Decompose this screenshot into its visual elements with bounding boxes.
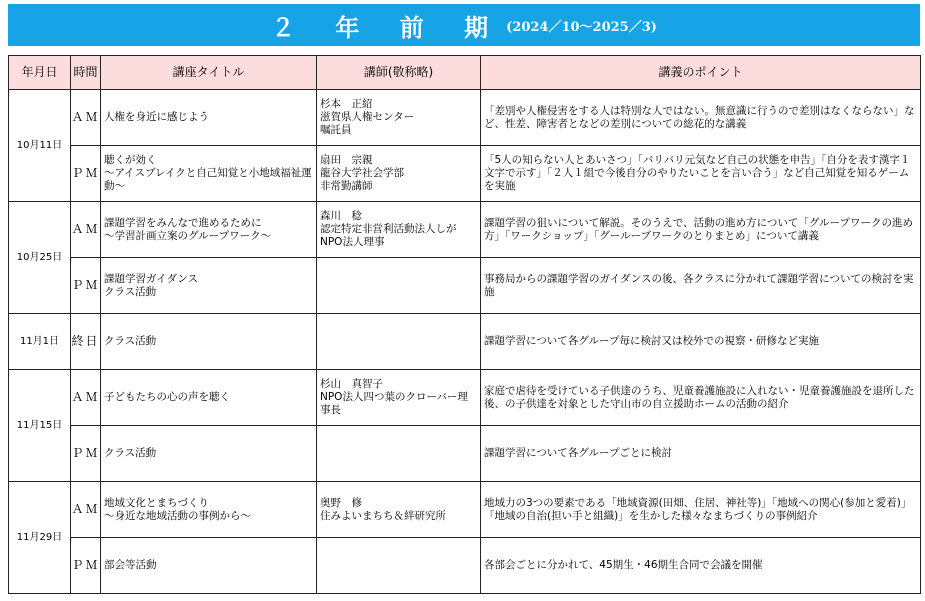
table-row	[9, 90, 921, 146]
title-cell: 聴くが効く ～アイスブレイクと自己知覚と小地域福祉運動～	[101, 146, 317, 202]
date-cell: 11月29日	[9, 482, 71, 594]
lecturer-cell: 扇田 宗親 龍谷大学社会学部 非常勤講師	[317, 146, 481, 202]
header-date: 年月日	[9, 56, 71, 90]
time-cell: 終日	[71, 314, 101, 370]
date-cell: 10月11日	[9, 90, 71, 202]
title-cell: 人権を身近に感じよう	[101, 90, 317, 146]
header-point: 講義のポイント	[481, 56, 921, 90]
title-cell: クラス活動	[101, 314, 317, 370]
lecturer-cell	[317, 538, 481, 594]
table-row	[9, 538, 921, 594]
lecturer-cell	[317, 314, 481, 370]
banner-period: (2024／10～2025／3)	[506, 19, 657, 35]
date-cell: 11月15日	[9, 370, 71, 482]
point-cell: 「5人の知らない人とあいさつ」「バリバリ元気など自己の状態を申告」「自分を表す漢字１文字で示す」「２人１組で今後自分のやりたいことを言い合う」など自己知覚を知るゲームを実施	[481, 146, 921, 202]
table-row	[9, 258, 921, 314]
banner-title: ２ 年 前 期	[271, 12, 505, 42]
header-time: 時間	[71, 56, 101, 90]
title-cell: 地域文化とまちづくり ～身近な地域活動の事例から～	[101, 482, 317, 538]
point-cell: 事務局からの課題学習のガイダンスの後、各クラスに分かれて課題学習についての検討を実施	[481, 258, 921, 314]
point-cell: 課題学習について各グループ毎に検討又は校外での視察・研修など実施	[481, 314, 921, 370]
lecturer-cell	[317, 426, 481, 482]
lecturer-cell	[317, 258, 481, 314]
table-row	[9, 482, 921, 538]
time-cell: ＰＭ	[71, 426, 101, 482]
table-row	[9, 370, 921, 426]
title-cell: 子どもたちの心の声を聴く	[101, 370, 317, 426]
title-cell: 部会等活動	[101, 538, 317, 594]
time-cell: ＡＭ	[71, 482, 101, 538]
table-row	[9, 202, 921, 258]
time-cell: ＡＭ	[71, 370, 101, 426]
point-cell: 課題学習について各グループごとに検討	[481, 426, 921, 482]
title-cell: 課題学習をみんなで進めるために ～学習計画立案のグループワーク～	[101, 202, 317, 258]
point-cell: 「差別や人権侵害をする人は特別な人ではない。無意識に行うので差別はなくならない」など、性差、障害者となどの差別についての総花的な講義	[481, 90, 921, 146]
table-row	[9, 314, 921, 370]
point-cell: 各部会ごとに分かれて、45期生・46期生合同で会議を開催	[481, 538, 921, 594]
header-title: 講座タイトル	[101, 56, 317, 90]
time-cell: ＰＭ	[71, 258, 101, 314]
date-cell: 11月1日	[9, 314, 71, 370]
header-row	[9, 56, 921, 90]
lecturer-cell: 森川 稔 認定特定非営利活動法人しが NPO法人理事	[317, 202, 481, 258]
time-cell: ＰＭ	[71, 538, 101, 594]
lecturer-cell: 杉本 正紹 滋賀県人権センター 嘱託員	[317, 90, 481, 146]
lecturer-cell: 奥野 修 住みよいまちち＆絆研究所	[317, 482, 481, 538]
date-cell: 10月25日	[9, 202, 71, 314]
lecturer-cell: 杉山 真智子 NPO法人四つ葉のクローバー理事長	[317, 370, 481, 426]
page-banner	[8, 4, 920, 46]
header-lecturer: 講師(敬称略)	[317, 56, 481, 90]
table-row	[9, 426, 921, 482]
time-cell: ＰＭ	[71, 146, 101, 202]
point-cell: 課題学習の狙いについて解説。そのうえで、活動の進め方について「グループワークの進め方」「ワークショップ」「グールーブワークのとりまとめ」について講義	[481, 202, 921, 258]
title-cell: 課題学習ガイダンス クラス活動	[101, 258, 317, 314]
schedule-table	[8, 55, 921, 594]
table-row	[9, 146, 921, 202]
time-cell: ＡＭ	[71, 90, 101, 146]
point-cell: 家庭で虐待を受けている子供達のうち、児童養護施設に入れない・児童養護施設を退所した後、の子供達を対象とした守山市の自立援助ホームの活動の紹介	[481, 370, 921, 426]
point-cell: 地域力の3つの要素である「地域資源(田畑、住居、神社等)」「地域への関心(参加と愛着)」「地域の自治(担い手と組織)」を生かした様々なまちづくりの事例紹介	[481, 482, 921, 538]
title-cell: クラス活動	[101, 426, 317, 482]
time-cell: ＡＭ	[71, 202, 101, 258]
